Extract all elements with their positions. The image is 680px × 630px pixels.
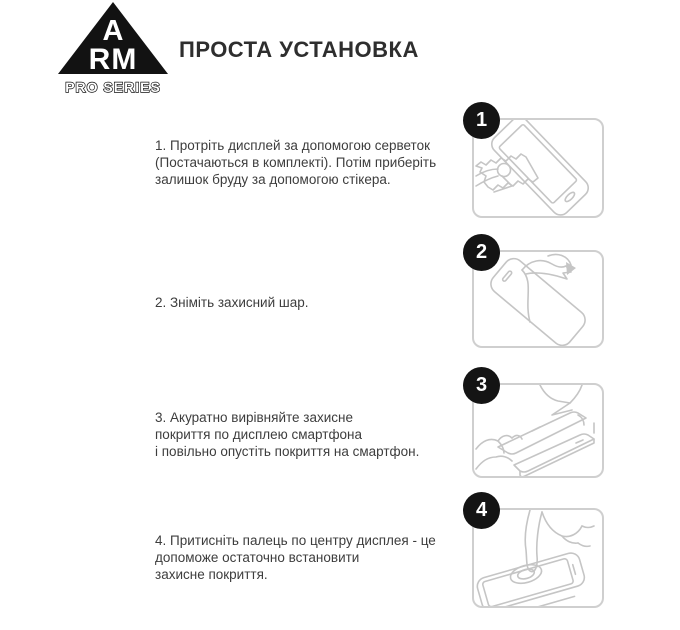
logo-letters-rm: RM [88, 43, 138, 76]
step-2-number-badge [463, 234, 500, 271]
step-1-text [155, 137, 475, 188]
step-3-number-badge [463, 367, 500, 404]
step-3-line-1: 3. Акуратно вирівняйте захисне [155, 410, 353, 425]
step-3-number: 3 [475, 374, 488, 396]
glass-panel-icon [498, 412, 586, 454]
phone-icon [488, 120, 592, 216]
step-1-illustration [472, 109, 604, 218]
step-4-number: 4 [475, 499, 488, 521]
step-3-illustration [472, 374, 604, 478]
step-4-text [155, 532, 475, 583]
peeling-film-icon [522, 261, 571, 322]
step-4-number-badge [463, 492, 500, 529]
step-1-line-3: залишок бруду за допомогою стікера. [155, 172, 391, 187]
step-2-line-1: 2. Зніміть захисний шар. [155, 295, 309, 310]
step-4-line-2: допоможе остаточно встановити [155, 550, 360, 565]
arm-pro-series-logo [56, 2, 170, 96]
step-4-line-1: 4. Притисніть палець по центру дисплея - це [155, 533, 436, 548]
step-1-number: 1 [475, 109, 488, 131]
phone-icon [514, 434, 594, 476]
step-1-number-badge [463, 102, 500, 139]
step-3-text [155, 409, 475, 460]
step-1-line-2: (Постачаються в комплекті). Потім приберіть [155, 155, 437, 170]
step-3-line-3: і повільно опустіть покриття на смартфон. [155, 444, 420, 459]
step-3-line-2: покриття по дисплею смартфона [155, 427, 363, 442]
logo-letter-a: A [102, 15, 124, 47]
step-2-illustration [472, 241, 604, 348]
logo-pro-series-label: PRO SERIES [65, 79, 161, 95]
step-2-text [155, 294, 475, 311]
step-4-illustration [472, 499, 604, 608]
right-hand-icon [540, 385, 584, 425]
arm-triangle-logo-icon [56, 2, 170, 96]
step-2-number: 2 [475, 241, 488, 263]
step-1-line-1: 1. Протріть дисплей за допомогою серветок [155, 138, 430, 153]
step-4-line-3: захисне покриття. [155, 567, 268, 582]
phone-icon [475, 551, 589, 606]
page-title: ПРОСТА УСТАНОВКА [179, 37, 419, 62]
